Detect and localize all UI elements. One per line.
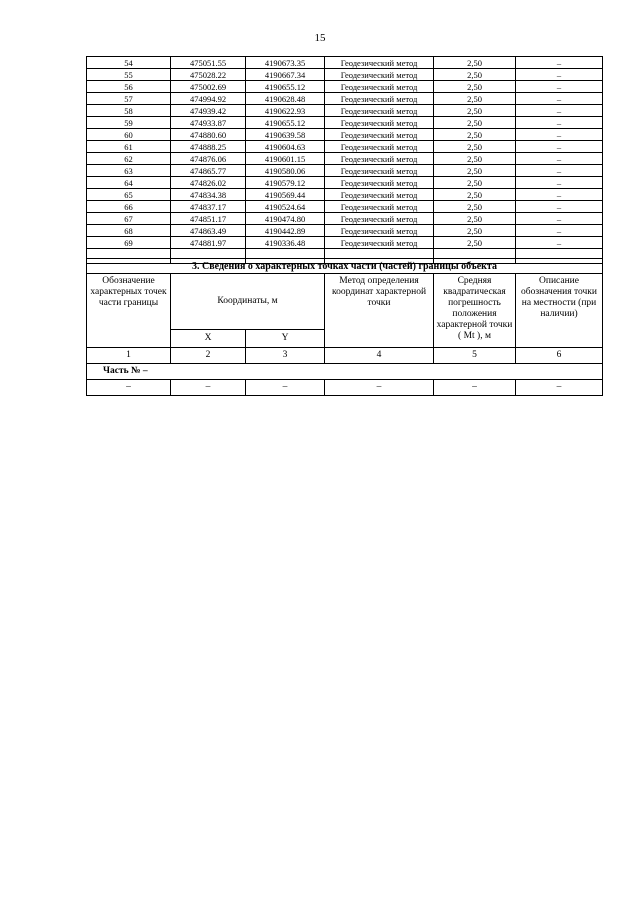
point-number: 68 [87, 225, 171, 237]
coord-x: 474939.42 [171, 105, 246, 117]
description: – [516, 129, 603, 141]
method: Геодезический метод [325, 237, 434, 249]
description: – [516, 153, 603, 165]
method: Геодезический метод [325, 117, 434, 129]
mt-value: 2,50 [434, 69, 516, 81]
column-number-row [87, 348, 603, 364]
coord-x: 474837.17 [171, 201, 246, 213]
mt-value: 2,50 [434, 141, 516, 153]
coord-x: 474834.38 [171, 189, 246, 201]
header-x: X [171, 330, 246, 348]
table-row [87, 177, 603, 189]
point-number: 62 [87, 153, 171, 165]
method: Геодезический метод [325, 213, 434, 225]
header-method: Метод определения координат характерной точки [325, 274, 434, 348]
method: Геодезический метод [325, 129, 434, 141]
coord-y: 4190579.12 [246, 177, 325, 189]
description: – [516, 141, 603, 153]
method: Геодезический метод [325, 57, 434, 69]
coord-y: 4190601.15 [246, 153, 325, 165]
description: – [516, 237, 603, 249]
method: Геодезический метод [325, 177, 434, 189]
method: Геодезический метод [325, 141, 434, 153]
coord-x: 474876.06 [171, 153, 246, 165]
table-row [87, 69, 603, 81]
coord-x: 474933.87 [171, 117, 246, 129]
table-row [87, 93, 603, 105]
point-number: 63 [87, 165, 171, 177]
table-row [87, 153, 603, 165]
table-row [87, 201, 603, 213]
table-cell: – [87, 380, 171, 396]
table-row [87, 57, 603, 69]
table-row [87, 165, 603, 177]
coord-x: 475051.55 [171, 57, 246, 69]
coordinates-table-body [87, 57, 603, 264]
mt-value: 2,50 [434, 189, 516, 201]
mt-value: 2,50 [434, 201, 516, 213]
coord-y: 4190622.93 [246, 105, 325, 117]
coord-x: 474863.49 [171, 225, 246, 237]
coord-y: 4190628.48 [246, 93, 325, 105]
table-row [87, 237, 603, 249]
coord-y: 4190569.44 [246, 189, 325, 201]
table-row [87, 141, 603, 153]
coord-y: 4190580.06 [246, 165, 325, 177]
section-title-row [87, 259, 603, 274]
column-number: 3 [246, 348, 325, 364]
method: Геодезический метод [325, 189, 434, 201]
table-row [87, 225, 603, 237]
coord-x: 474994.92 [171, 93, 246, 105]
table-row [87, 117, 603, 129]
coord-y: 4190474.80 [246, 213, 325, 225]
method: Геодезический метод [325, 225, 434, 237]
page-number: 15 [314, 32, 326, 44]
table-row [87, 189, 603, 201]
coord-x: 475028.22 [171, 69, 246, 81]
mt-value: 2,50 [434, 213, 516, 225]
coord-x: 474865.77 [171, 165, 246, 177]
method: Геодезический метод [325, 81, 434, 93]
point-number: 55 [87, 69, 171, 81]
point-number: 61 [87, 141, 171, 153]
coord-y: 4190639.58 [246, 129, 325, 141]
table-row [87, 129, 603, 141]
point-number: 66 [87, 201, 171, 213]
coord-x: 474826.02 [171, 177, 246, 189]
mt-value: 2,50 [434, 57, 516, 69]
description: – [516, 165, 603, 177]
coord-y: 4190673.35 [246, 57, 325, 69]
column-number: 2 [171, 348, 246, 364]
mt-value: 2,50 [434, 237, 516, 249]
coord-x: 474880.60 [171, 129, 246, 141]
method: Геодезический метод [325, 105, 434, 117]
mt-value: 2,50 [434, 153, 516, 165]
table-row [87, 213, 603, 225]
point-number: 65 [87, 189, 171, 201]
coord-y: 4190336.48 [246, 237, 325, 249]
description: – [516, 189, 603, 201]
section-title: 3. Сведения о характерных точках части (частей) границы объекта [87, 259, 603, 274]
mt-value: 2,50 [434, 81, 516, 93]
description: – [516, 117, 603, 129]
header-designation: Обозначение характерных точек части границы [87, 274, 171, 348]
table-cell: – [434, 380, 516, 396]
mt-value: 2,50 [434, 117, 516, 129]
coordinates-table [86, 56, 603, 264]
mt-value: 2,50 [434, 177, 516, 189]
table-cell: – [325, 380, 434, 396]
coord-y: 4190442.89 [246, 225, 325, 237]
coord-y: 4190667.34 [246, 69, 325, 81]
point-number: 69 [87, 237, 171, 249]
parts-points-table [86, 258, 603, 396]
description: – [516, 201, 603, 213]
point-number: 58 [87, 105, 171, 117]
coord-y: 4190655.12 [246, 117, 325, 129]
table-row [87, 105, 603, 117]
coord-y: 4190604.63 [246, 141, 325, 153]
coord-x: 475002.69 [171, 81, 246, 93]
method: Геодезический метод [325, 201, 434, 213]
description: – [516, 225, 603, 237]
mt-value: 2,50 [434, 93, 516, 105]
point-number: 56 [87, 81, 171, 93]
table-cell: – [246, 380, 325, 396]
method: Геодезический метод [325, 93, 434, 105]
coord-x: 474881.97 [171, 237, 246, 249]
description: – [516, 177, 603, 189]
table-cell: – [516, 380, 603, 396]
method: Геодезический метод [325, 69, 434, 81]
method: Геодезический метод [325, 153, 434, 165]
column-number: 6 [516, 348, 603, 364]
description: – [516, 81, 603, 93]
mt-value: 2,50 [434, 129, 516, 141]
header-coordinates: Координаты, м [171, 274, 325, 330]
point-number: 57 [87, 93, 171, 105]
mt-value: 2,50 [434, 165, 516, 177]
point-number: 67 [87, 213, 171, 225]
description: – [516, 57, 603, 69]
mt-value: 2,50 [434, 225, 516, 237]
coord-y: 4190524.64 [246, 201, 325, 213]
part-label: Часть № – [87, 364, 603, 380]
table-row [87, 81, 603, 93]
point-number: 60 [87, 129, 171, 141]
column-number: 5 [434, 348, 516, 364]
coord-x: 474888.25 [171, 141, 246, 153]
method: Геодезический метод [325, 165, 434, 177]
description: – [516, 93, 603, 105]
point-number: 64 [87, 177, 171, 189]
description: – [516, 105, 603, 117]
table-cell: – [171, 380, 246, 396]
description: – [516, 213, 603, 225]
header-description: Описание обозначения точки на местности (при наличии) [516, 274, 603, 348]
header-row [87, 274, 603, 330]
point-number: 59 [87, 117, 171, 129]
description: – [516, 69, 603, 81]
column-number: 1 [87, 348, 171, 364]
point-number: 54 [87, 57, 171, 69]
table-row [87, 380, 603, 396]
part-label-row [87, 364, 603, 380]
header-y: Y [246, 330, 325, 348]
coord-y: 4190655.12 [246, 81, 325, 93]
coord-x: 474851.17 [171, 213, 246, 225]
mt-value: 2,50 [434, 105, 516, 117]
header-error: Средняя квадратическая погрешность положения характерной точки ( Mt ), м [434, 274, 516, 348]
column-number: 4 [325, 348, 434, 364]
